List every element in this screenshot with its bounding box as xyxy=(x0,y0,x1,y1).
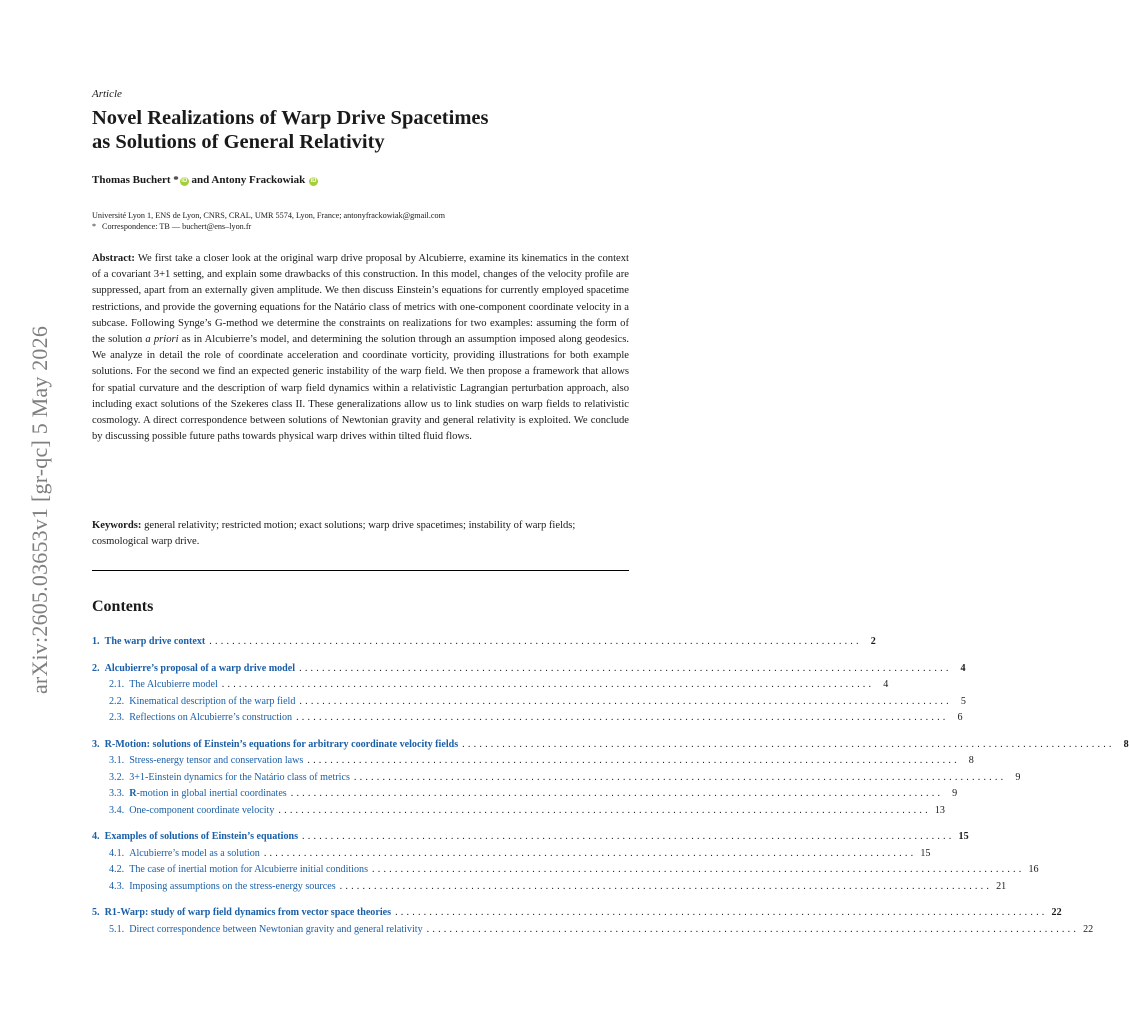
toc-entry[interactable] xyxy=(92,862,1039,879)
toc-entry[interactable] xyxy=(92,710,963,727)
toc-title: The warp drive context xyxy=(104,636,206,647)
author-list xyxy=(92,174,318,186)
toc-number: 3. xyxy=(92,738,100,750)
toc-leader: .................................................................................................................. xyxy=(296,712,949,723)
toc-entry[interactable] xyxy=(92,829,969,846)
author-conjunction: and xyxy=(188,174,212,186)
toc-page: 9 xyxy=(952,788,958,799)
toc-title: One-component coordinate velocity xyxy=(129,804,275,816)
toc-number: 2.3. xyxy=(109,712,125,723)
toc-leader: .................................................................................................................. xyxy=(372,864,1025,875)
toc-page: 15 xyxy=(958,831,969,842)
orcid-icon[interactable]: iD xyxy=(181,178,188,184)
toc-page: 15 xyxy=(920,847,931,859)
affiliations xyxy=(92,210,445,232)
toc-page: 4 xyxy=(960,662,966,674)
toc-leader: .................................................................................................................. xyxy=(353,771,1007,783)
arxiv-identifier: arXiv:2605.03653v1 [gr-qc] 5 May 2026 xyxy=(27,325,52,695)
toc-title: The case of inertial motion for Alcubierre initial conditions xyxy=(129,864,369,875)
author-name: Antony Frackowiak xyxy=(211,174,306,186)
toc-page: 5 xyxy=(960,695,966,707)
toc-title: Alcubierre’s proposal of a warp drive model xyxy=(104,662,296,674)
toc-entry[interactable] xyxy=(92,922,1094,939)
toc-title: Alcubierre’s model as a solution xyxy=(129,847,260,859)
keywords-text: general relativity; restricted motion; exact solutions; warp drive spacetimes; instability of warp fields; cosmological warp drive. xyxy=(92,520,576,548)
toc-number: 2.1. xyxy=(109,679,125,690)
table-of-contents xyxy=(92,634,1129,938)
toc-title: Examples of solutions of Einstein’s equations xyxy=(104,831,299,842)
toc-title: Kinematical description of the warp field xyxy=(129,695,296,707)
toc-entry[interactable] xyxy=(92,803,945,820)
author-name: Thomas Buchert xyxy=(92,174,171,186)
toc-title: 3+1-Einstein dynamics for the Natário class of metrics xyxy=(129,771,350,783)
toc-number: 1. xyxy=(92,636,100,647)
toc-page: 22 xyxy=(1051,907,1062,918)
toc-title: R-Motion: solutions of Einstein’s equations for arbitrary coordinate velocity fields xyxy=(104,738,459,750)
section-divider xyxy=(92,570,629,571)
toc-entry[interactable] xyxy=(92,677,889,694)
toc-page: 13 xyxy=(934,804,945,816)
title-line-2: as Solutions of General Relativity xyxy=(92,131,385,153)
correspondence-text: Correspondence: TB — buchert@ens–lyon.fr xyxy=(102,222,252,231)
toc-leader: .................................................................................................................. xyxy=(299,695,952,707)
abstract-label: Abstract: xyxy=(92,253,135,264)
toc-number: 4. xyxy=(92,831,100,842)
correspondence-line xyxy=(92,221,445,232)
toc-leader: .................................................................................................................. xyxy=(221,679,875,690)
toc-number: 4.3. xyxy=(109,880,125,892)
keywords-label: Keywords: xyxy=(92,520,142,531)
toc-title xyxy=(129,786,287,803)
corresponding-mark: * xyxy=(173,174,179,186)
toc-entry[interactable] xyxy=(92,753,974,770)
toc-number: 4.2. xyxy=(109,864,125,875)
article-label: Article xyxy=(92,88,122,100)
toc-leader: .................................................................................................................. xyxy=(290,788,944,799)
abstract-text: We first take a closer look at the original warp drive proposal by Alcubierre, examine its kinematics in the context of a covariant 3+1 setting, and explain some drawbacks of this construction. In this model, changes of the velocity profile are suppressed, apart from an externally given amplitude. We then discuss Einstein’s equations for currently employed spacetime restrictions, and provide the governing equations for the Natário class of metrics with one-component coordinate velocity in a subcase. Following Synge’s G-method we determine the constraints on realizations for two examples: assuming the form of the solution xyxy=(92,253,629,346)
toc-page: 2 xyxy=(870,636,876,647)
toc-leader: .................................................................................................................. xyxy=(426,923,1080,935)
toc-number: 3.3. xyxy=(109,788,125,799)
paper-title xyxy=(92,106,629,154)
toc-bold-prefix: R xyxy=(129,788,137,799)
toc-page: 9 xyxy=(1015,771,1021,783)
toc-leader: .................................................................................................................. xyxy=(209,636,862,647)
toc-leader: .................................................................................................................. xyxy=(307,755,960,766)
toc-entry[interactable] xyxy=(92,634,876,651)
toc-entry[interactable] xyxy=(92,879,1007,896)
toc-title: R1-Warp: study of warp field dynamics from vector space theories xyxy=(104,907,392,918)
toc-number: 2.2. xyxy=(109,695,125,707)
toc-title: Imposing assumptions on the stress-energy sources xyxy=(129,880,336,892)
toc-leader: .................................................................................................................. xyxy=(302,831,955,842)
toc-leader: .................................................................................................................. xyxy=(299,662,952,674)
toc-page: 8 xyxy=(1123,738,1129,750)
toc-number: 2. xyxy=(92,662,100,674)
toc-entry[interactable] xyxy=(92,770,1021,787)
abstract-emphasis: a priori xyxy=(145,334,179,346)
toc-page: 16 xyxy=(1028,864,1039,875)
abstract xyxy=(92,251,629,445)
toc-title: Stress-energy tensor and conservation laws xyxy=(129,755,304,766)
title-line-1: Novel Realizations of Warp Drive Spacetimes xyxy=(92,107,489,129)
toc-number: 4.1. xyxy=(109,847,125,859)
toc-leader: .................................................................................................................. xyxy=(339,880,993,892)
toc-entry[interactable] xyxy=(92,786,958,803)
toc-entry[interactable] xyxy=(92,737,1129,754)
toc-number: 5.1. xyxy=(109,923,125,935)
toc-entry[interactable] xyxy=(92,846,931,863)
affiliation-line: Université Lyon 1, ENS de Lyon, CNRS, CRAL, UMR 5574, Lyon, France; antonyfrackowiak@gmail.com xyxy=(92,211,445,220)
contents-heading: Contents xyxy=(92,598,154,615)
toc-title: Direct correspondence between Newtonian gravity and general relativity xyxy=(129,923,423,935)
toc-page: 4 xyxy=(883,679,889,690)
abstract-text: as in Alcubierre’s model, and determining the solution through an assumption imposed along geodesics. We analyze in detail the role of coordinate acceleration and coordinate vorticity, providing illustrations for both example solutions. For the second we find an expected generic instability of the warp field. We then propose a framework that allows for spatial curvature and the description of warp field dynamics within a relativistic Lagrangian perturbation approach, also including exact solutions of the Szekeres class II. These generalizations allow us to link studies on warp fields to relativistic cosmology. A direct correspondence between solutions of Newtonian gravity and general relativity is exploited. We conclude by discussing possible future paths towards physical warp drives within tilted fluid flows. xyxy=(92,334,629,443)
toc-page: 8 xyxy=(968,755,974,766)
toc-page: 6 xyxy=(957,712,963,723)
toc-number: 3.4. xyxy=(109,804,125,816)
toc-entry[interactable] xyxy=(92,661,966,678)
toc-page: 21 xyxy=(996,880,1007,892)
correspondence-star: * xyxy=(92,222,97,231)
toc-title-rest: -motion in global inertial coordinates xyxy=(136,788,287,799)
orcid-icon[interactable]: iD xyxy=(310,178,317,184)
toc-leader: .................................................................................................................. xyxy=(278,804,931,816)
toc-entry[interactable] xyxy=(92,694,966,711)
toc-page: 22 xyxy=(1083,923,1094,935)
toc-leader: .................................................................................................................. xyxy=(395,907,1048,918)
toc-number: 3.2. xyxy=(109,771,125,783)
toc-entry[interactable] xyxy=(92,905,1062,922)
toc-leader: .................................................................................................................. xyxy=(263,847,917,859)
keywords xyxy=(92,518,629,550)
arxiv-sidebar xyxy=(22,300,58,720)
toc-title: Reflections on Alcubierre’s construction xyxy=(129,712,293,723)
toc-number: 3.1. xyxy=(109,755,125,766)
toc-title: The Alcubierre model xyxy=(129,679,218,690)
toc-number: 5. xyxy=(92,907,100,918)
toc-leader: .................................................................................................................. xyxy=(462,738,1115,750)
